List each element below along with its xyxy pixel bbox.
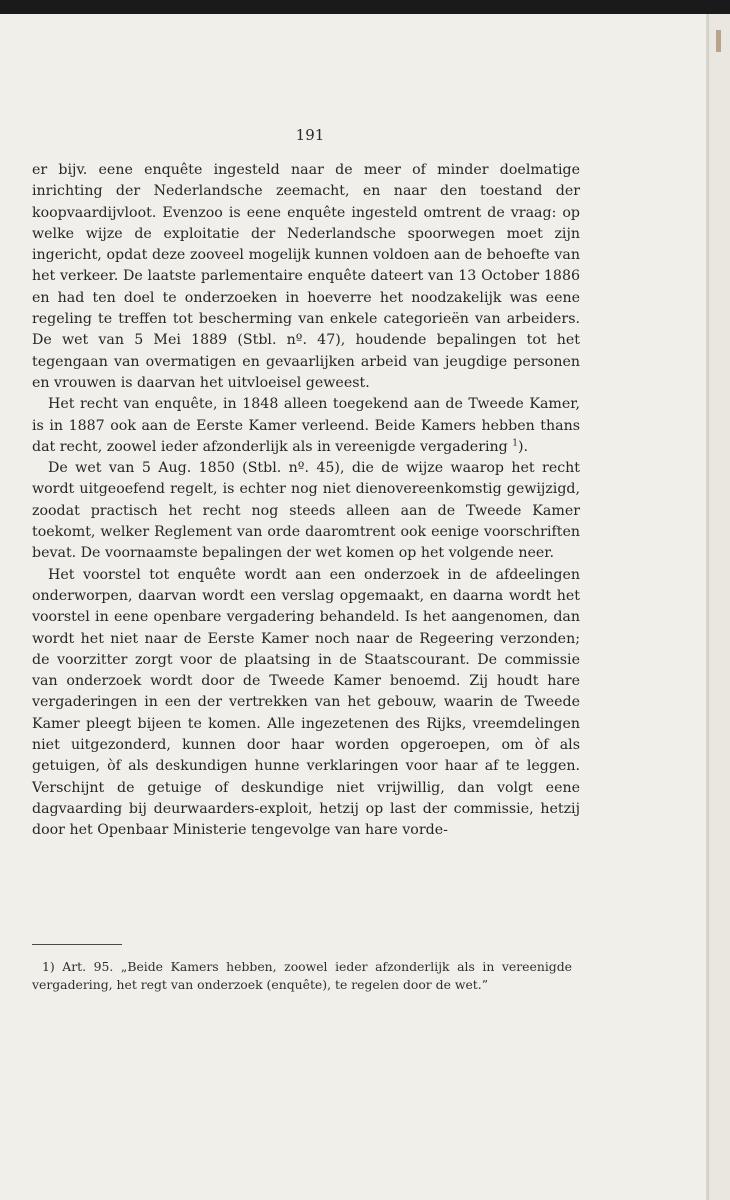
paragraph-2-end: ). [518,438,529,455]
footnote-marker: 1) [42,959,55,974]
page-edge [708,14,730,1200]
footnote [32,958,572,993]
paragraph-3: De wet van 5 Aug. 1850 (Stbl. nº. 45), die de wijze waarop het recht wordt uitgeoefend regelt, is echter nog niet dienovereenkomstig gewijzigd, zoodat practisch het recht nog steeds alleen aan de Tweede Kamer toekomt, welker Reglement van orde daaromtrent ook eenige voorschriften bevat. De voornaamste bepalingen der wet komen op het volgende neer. [32,460,580,562]
paragraph-2 [32,394,580,458]
footnote-reference[interactable]: 1 [512,438,518,449]
body-text [32,160,580,842]
page-edge-marker [716,30,721,52]
paragraph-1: er bijv. eene enquête ingesteld naar de meer of minder doelmatige inrichting der Nederlandsche zeemacht, en naar den toestand der koopvaardijvloot. Evenzoo is eene enquête ingesteld omtrent de vraag: op welke wijze de exploitatie der Nederlandsche spoorwegen moet zijn ingericht, opdat deze zooveel mogelijk kunnen voldoen aan de behoefte van het verkeer. De laatste parlementaire enquête dateert van 13 October 1886 en had ten doel te onderzoeken in hoeverre het noodzakelijk was eene regeling te treffen tot bescherming van enkele categorieën van arbeiders. De wet van 5 Mei 1889 (Stbl. nº. 47), houdende bepalingen tot het tegengaan van overmatigen en gevaarlijken arbeid van jeugdige personen en vrouwen is daarvan het uitvloeisel geweest. [32,162,580,391]
page-number: 191 [295,126,325,144]
paragraph-4: Het voorstel tot enquête wordt aan een onderzoek in de afdeelingen onderworpen, daarvan wordt een verslag opgemaakt, en daarna wordt het voorstel in eene openbare vergadering behandeld. Is het aangenomen, dan wordt het niet naar de Eerste Kamer noch naar de Regeering verzonden; de voorzitter zorgt voor de plaatsing in de Staatscourant. De commissie van onderzoek wordt door de Tweede Kamer benoemd. Zij houdt hare vergaderingen in een der vertrekken van het gebouw, waarin de Tweede Kamer pleegt bijeen te komen. Alle ingezetenen des Rijks, vreemdelingen niet uitgezonderd, kunnen door haar worden opgeroepen, om òf als getuigen, òf als deskundigen hunne verklaringen voor haar af te leggen. Verschijnt de getuige of deskundige niet vrijwillig, dan volgt eene dagvaarding bij deurwaarders-exploit, hetzij op last der commissie, hetzij door het Openbaar Ministerie tengevolge van hare vorde- [32,566,580,839]
footnote-divider [32,944,122,945]
paragraph-2-text: Het recht van enquête, in 1848 alleen toegekend aan de Tweede Kamer, is in 1887 ook aan de Eerste Kamer verleend. Beide Kamers hebben thans dat recht, zoowel ieder afzonderlijk als in vereenigde vergadering [32,396,580,455]
footnote-text: Art. 95. „Beide Kamers hebben, zoowel ieder afzonderlijk als in vereenigde vergadering, het regt van onderzoek (enquête), te regelen door de wet.” [32,959,572,992]
